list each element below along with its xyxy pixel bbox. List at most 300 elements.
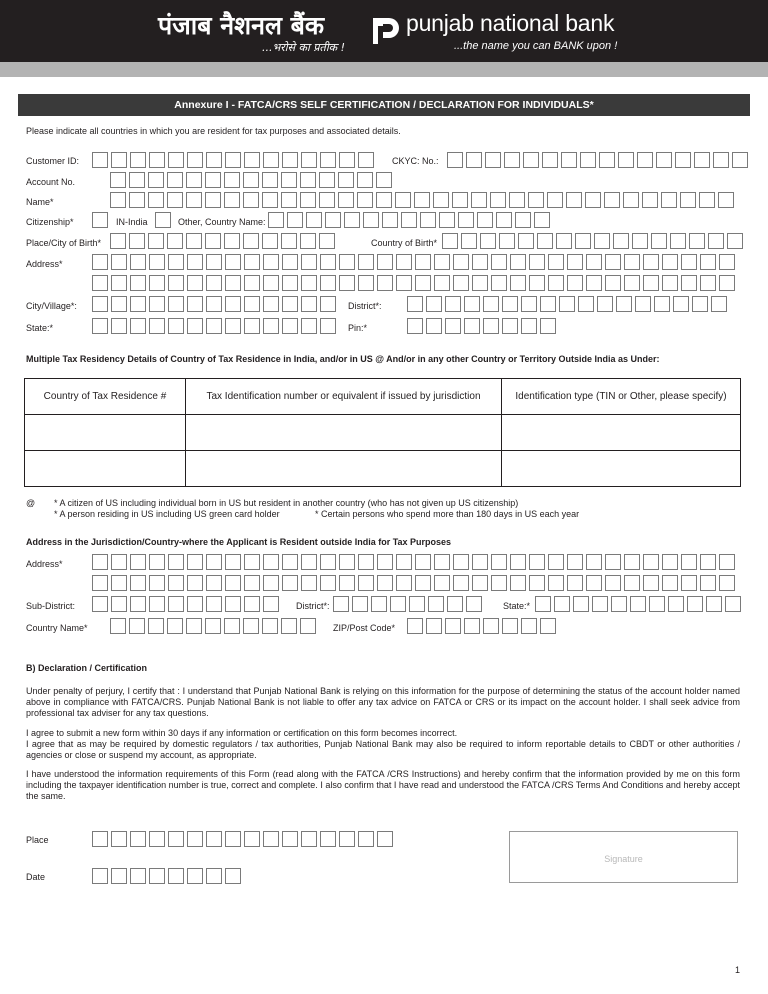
char-box[interactable] xyxy=(528,192,544,208)
char-box[interactable] xyxy=(624,275,640,291)
char-box[interactable] xyxy=(396,254,412,270)
char-box[interactable] xyxy=(224,233,240,249)
char-box[interactable] xyxy=(580,152,596,168)
char-box[interactable] xyxy=(92,152,108,168)
char-box[interactable] xyxy=(263,554,279,570)
char-box[interactable] xyxy=(110,172,126,188)
char-box[interactable] xyxy=(206,831,222,847)
char-box[interactable] xyxy=(675,152,691,168)
char-box[interactable] xyxy=(566,192,582,208)
char-box[interactable] xyxy=(428,596,444,612)
char-box[interactable] xyxy=(434,275,450,291)
char-box[interactable] xyxy=(111,596,127,612)
char-box[interactable] xyxy=(263,275,279,291)
char-box[interactable] xyxy=(415,275,431,291)
char-box[interactable] xyxy=(168,296,184,312)
char-box[interactable] xyxy=(282,275,298,291)
char-box[interactable] xyxy=(662,575,678,591)
char-box[interactable] xyxy=(130,254,146,270)
char-box[interactable] xyxy=(599,152,615,168)
char-box[interactable] xyxy=(358,554,374,570)
char-box[interactable] xyxy=(282,554,298,570)
char-box[interactable] xyxy=(301,275,317,291)
char-box[interactable] xyxy=(111,831,127,847)
char-box[interactable] xyxy=(168,596,184,612)
char-box[interactable] xyxy=(149,275,165,291)
char-box[interactable] xyxy=(491,254,507,270)
char-box[interactable] xyxy=(586,275,602,291)
char-box[interactable] xyxy=(453,254,469,270)
char-box[interactable] xyxy=(149,254,165,270)
char-box[interactable] xyxy=(243,192,259,208)
place-of-birth-boxes[interactable] xyxy=(110,233,335,249)
char-box[interactable] xyxy=(616,296,632,312)
char-box[interactable] xyxy=(168,152,184,168)
char-box[interactable] xyxy=(661,192,677,208)
char-box[interactable] xyxy=(263,318,279,334)
char-box[interactable] xyxy=(224,172,240,188)
char-box[interactable] xyxy=(434,575,450,591)
char-box[interactable] xyxy=(611,596,627,612)
char-box[interactable] xyxy=(521,618,537,634)
char-box[interactable] xyxy=(148,618,164,634)
char-box[interactable] xyxy=(613,233,629,249)
char-box[interactable] xyxy=(110,618,126,634)
char-box[interactable] xyxy=(206,275,222,291)
char-box[interactable] xyxy=(281,172,297,188)
char-box[interactable] xyxy=(376,192,392,208)
char-box[interactable] xyxy=(426,318,442,334)
char-box[interactable] xyxy=(649,596,665,612)
char-box[interactable] xyxy=(496,212,512,228)
city-village-boxes[interactable] xyxy=(92,296,336,312)
char-box[interactable] xyxy=(681,575,697,591)
char-box[interactable] xyxy=(632,233,648,249)
char-box[interactable] xyxy=(168,554,184,570)
char-box[interactable] xyxy=(301,831,317,847)
char-box[interactable] xyxy=(92,831,108,847)
char-box[interactable] xyxy=(129,172,145,188)
char-box[interactable] xyxy=(480,233,496,249)
char-box[interactable] xyxy=(244,554,260,570)
char-box[interactable] xyxy=(687,596,703,612)
char-box[interactable] xyxy=(206,575,222,591)
customer-id-boxes[interactable] xyxy=(92,152,374,168)
char-box[interactable] xyxy=(458,212,474,228)
char-box[interactable] xyxy=(415,254,431,270)
in-india-checkbox[interactable] xyxy=(92,212,108,228)
char-box[interactable] xyxy=(263,575,279,591)
char-box[interactable] xyxy=(548,554,564,570)
char-box[interactable] xyxy=(656,152,672,168)
char-box[interactable] xyxy=(396,554,412,570)
char-box[interactable] xyxy=(662,275,678,291)
char-box[interactable] xyxy=(502,318,518,334)
char-box[interactable] xyxy=(466,152,482,168)
char-box[interactable] xyxy=(445,318,461,334)
char-box[interactable] xyxy=(320,275,336,291)
char-box[interactable] xyxy=(186,192,202,208)
char-box[interactable] xyxy=(680,192,696,208)
char-box[interactable] xyxy=(111,554,127,570)
char-box[interactable] xyxy=(149,318,165,334)
char-box[interactable] xyxy=(420,212,436,228)
char-box[interactable] xyxy=(483,296,499,312)
char-box[interactable] xyxy=(92,254,108,270)
char-box[interactable] xyxy=(643,554,659,570)
char-box[interactable] xyxy=(262,618,278,634)
char-box[interactable] xyxy=(168,275,184,291)
char-box[interactable] xyxy=(732,152,748,168)
char-box[interactable] xyxy=(149,596,165,612)
char-box[interactable] xyxy=(540,296,556,312)
char-box[interactable] xyxy=(491,554,507,570)
char-box[interactable] xyxy=(624,254,640,270)
char-box[interactable] xyxy=(509,192,525,208)
char-box[interactable] xyxy=(224,618,240,634)
foreign-address-line2-boxes[interactable] xyxy=(92,575,735,591)
char-box[interactable] xyxy=(567,254,583,270)
char-box[interactable] xyxy=(155,212,171,228)
char-box[interactable] xyxy=(148,192,164,208)
char-box[interactable] xyxy=(586,575,602,591)
char-box[interactable] xyxy=(130,275,146,291)
char-box[interactable] xyxy=(699,192,715,208)
state-boxes[interactable] xyxy=(92,318,336,334)
char-box[interactable] xyxy=(282,254,298,270)
char-box[interactable] xyxy=(243,618,259,634)
char-box[interactable] xyxy=(377,831,393,847)
char-box[interactable] xyxy=(442,233,458,249)
char-box[interactable] xyxy=(168,254,184,270)
char-box[interactable] xyxy=(263,152,279,168)
char-box[interactable] xyxy=(325,212,341,228)
char-box[interactable] xyxy=(301,296,317,312)
char-box[interactable] xyxy=(534,212,550,228)
char-box[interactable] xyxy=(319,233,335,249)
char-box[interactable] xyxy=(604,192,620,208)
char-box[interactable] xyxy=(168,868,184,884)
table-cell-country[interactable] xyxy=(25,415,186,451)
district-boxes[interactable] xyxy=(407,296,727,312)
char-box[interactable] xyxy=(268,212,284,228)
char-box[interactable] xyxy=(111,275,127,291)
char-box[interactable] xyxy=(510,254,526,270)
char-box[interactable] xyxy=(718,192,734,208)
char-box[interactable] xyxy=(371,596,387,612)
char-box[interactable] xyxy=(529,275,545,291)
char-box[interactable] xyxy=(681,254,697,270)
char-box[interactable] xyxy=(542,152,558,168)
char-box[interactable] xyxy=(205,233,221,249)
char-box[interactable] xyxy=(339,275,355,291)
char-box[interactable] xyxy=(472,554,488,570)
char-box[interactable] xyxy=(186,172,202,188)
char-box[interactable] xyxy=(263,831,279,847)
char-box[interactable] xyxy=(111,254,127,270)
char-box[interactable] xyxy=(187,575,203,591)
char-box[interactable] xyxy=(111,152,127,168)
char-box[interactable] xyxy=(377,575,393,591)
foreign-district-boxes[interactable] xyxy=(333,596,482,612)
char-box[interactable] xyxy=(225,831,241,847)
char-box[interactable] xyxy=(225,575,241,591)
char-box[interactable] xyxy=(168,318,184,334)
char-box[interactable] xyxy=(643,275,659,291)
char-box[interactable] xyxy=(244,831,260,847)
char-box[interactable] xyxy=(225,254,241,270)
char-box[interactable] xyxy=(485,152,501,168)
char-box[interactable] xyxy=(439,212,455,228)
char-box[interactable] xyxy=(205,192,221,208)
char-box[interactable] xyxy=(719,254,735,270)
char-box[interactable] xyxy=(651,233,667,249)
char-box[interactable] xyxy=(711,296,727,312)
char-box[interactable] xyxy=(187,254,203,270)
account-no-boxes[interactable] xyxy=(110,172,392,188)
char-box[interactable] xyxy=(130,152,146,168)
char-box[interactable] xyxy=(320,575,336,591)
char-box[interactable] xyxy=(225,275,241,291)
char-box[interactable] xyxy=(719,275,735,291)
char-box[interactable] xyxy=(694,152,710,168)
char-box[interactable] xyxy=(130,868,146,884)
char-box[interactable] xyxy=(92,296,108,312)
char-box[interactable] xyxy=(358,831,374,847)
char-box[interactable] xyxy=(111,868,127,884)
char-box[interactable] xyxy=(301,575,317,591)
char-box[interactable] xyxy=(719,554,735,570)
char-box[interactable] xyxy=(263,296,279,312)
char-box[interactable] xyxy=(244,575,260,591)
char-box[interactable] xyxy=(594,233,610,249)
char-box[interactable] xyxy=(358,575,374,591)
char-box[interactable] xyxy=(187,596,203,612)
char-box[interactable] xyxy=(130,554,146,570)
char-box[interactable] xyxy=(504,152,520,168)
char-box[interactable] xyxy=(681,275,697,291)
char-box[interactable] xyxy=(186,233,202,249)
char-box[interactable] xyxy=(130,831,146,847)
char-box[interactable] xyxy=(447,152,463,168)
char-box[interactable] xyxy=(339,152,355,168)
table-cell-id-type[interactable] xyxy=(502,415,741,451)
char-box[interactable] xyxy=(407,318,423,334)
char-box[interactable] xyxy=(630,596,646,612)
char-box[interactable] xyxy=(338,172,354,188)
char-box[interactable] xyxy=(320,831,336,847)
char-box[interactable] xyxy=(407,296,423,312)
char-box[interactable] xyxy=(605,254,621,270)
char-box[interactable] xyxy=(300,233,316,249)
char-box[interactable] xyxy=(187,554,203,570)
char-box[interactable] xyxy=(376,172,392,188)
char-box[interactable] xyxy=(282,152,298,168)
char-box[interactable] xyxy=(510,554,526,570)
char-box[interactable] xyxy=(244,296,260,312)
char-box[interactable] xyxy=(206,254,222,270)
char-box[interactable] xyxy=(301,554,317,570)
char-box[interactable] xyxy=(472,254,488,270)
char-box[interactable] xyxy=(187,296,203,312)
char-box[interactable] xyxy=(205,618,221,634)
char-box[interactable] xyxy=(377,254,393,270)
char-box[interactable] xyxy=(281,618,297,634)
char-box[interactable] xyxy=(110,233,126,249)
ckyc-boxes[interactable] xyxy=(447,152,748,168)
char-box[interactable] xyxy=(673,296,689,312)
char-box[interactable] xyxy=(111,296,127,312)
char-box[interactable] xyxy=(281,192,297,208)
char-box[interactable] xyxy=(244,152,260,168)
char-box[interactable] xyxy=(499,233,515,249)
char-box[interactable] xyxy=(92,212,108,228)
char-box[interactable] xyxy=(618,152,634,168)
char-box[interactable] xyxy=(320,152,336,168)
char-box[interactable] xyxy=(206,318,222,334)
char-box[interactable] xyxy=(535,596,551,612)
char-box[interactable] xyxy=(700,254,716,270)
char-box[interactable] xyxy=(426,296,442,312)
char-box[interactable] xyxy=(605,554,621,570)
char-box[interactable] xyxy=(700,575,716,591)
char-box[interactable] xyxy=(452,192,468,208)
char-box[interactable] xyxy=(529,554,545,570)
char-box[interactable] xyxy=(471,192,487,208)
char-box[interactable] xyxy=(92,868,108,884)
char-box[interactable] xyxy=(187,275,203,291)
char-box[interactable] xyxy=(681,554,697,570)
char-box[interactable] xyxy=(243,172,259,188)
char-box[interactable] xyxy=(187,868,203,884)
char-box[interactable] xyxy=(472,275,488,291)
char-box[interactable] xyxy=(700,275,716,291)
char-box[interactable] xyxy=(149,152,165,168)
char-box[interactable] xyxy=(263,254,279,270)
char-box[interactable] xyxy=(339,554,355,570)
char-box[interactable] xyxy=(409,596,425,612)
char-box[interactable] xyxy=(129,233,145,249)
char-box[interactable] xyxy=(149,831,165,847)
char-box[interactable] xyxy=(206,296,222,312)
char-box[interactable] xyxy=(575,233,591,249)
char-box[interactable] xyxy=(643,254,659,270)
address-line1-boxes[interactable] xyxy=(92,254,735,270)
char-box[interactable] xyxy=(149,296,165,312)
char-box[interactable] xyxy=(483,318,499,334)
pin-boxes[interactable] xyxy=(407,318,556,334)
char-box[interactable] xyxy=(637,152,653,168)
date-boxes[interactable] xyxy=(92,868,241,884)
char-box[interactable] xyxy=(301,254,317,270)
char-box[interactable] xyxy=(339,831,355,847)
char-box[interactable] xyxy=(206,868,222,884)
char-box[interactable] xyxy=(306,212,322,228)
char-box[interactable] xyxy=(320,318,336,334)
char-box[interactable] xyxy=(363,212,379,228)
char-box[interactable] xyxy=(445,296,461,312)
char-box[interactable] xyxy=(464,318,480,334)
char-box[interactable] xyxy=(396,575,412,591)
char-box[interactable] xyxy=(407,618,423,634)
char-box[interactable] xyxy=(130,575,146,591)
country-of-birth-boxes[interactable] xyxy=(442,233,743,249)
char-box[interactable] xyxy=(262,233,278,249)
char-box[interactable] xyxy=(282,318,298,334)
char-box[interactable] xyxy=(344,212,360,228)
char-box[interactable] xyxy=(624,554,640,570)
char-box[interactable] xyxy=(415,575,431,591)
char-box[interactable] xyxy=(529,254,545,270)
char-box[interactable] xyxy=(491,275,507,291)
char-box[interactable] xyxy=(206,554,222,570)
other-country-checkbox[interactable] xyxy=(155,212,171,228)
char-box[interactable] xyxy=(205,172,221,188)
char-box[interactable] xyxy=(243,233,259,249)
char-box[interactable] xyxy=(453,554,469,570)
char-box[interactable] xyxy=(445,618,461,634)
char-box[interactable] xyxy=(390,596,406,612)
table-cell-tin[interactable] xyxy=(186,415,502,451)
char-box[interactable] xyxy=(377,554,393,570)
char-box[interactable] xyxy=(692,296,708,312)
char-box[interactable] xyxy=(167,192,183,208)
char-box[interactable] xyxy=(352,596,368,612)
char-box[interactable] xyxy=(287,212,303,228)
char-box[interactable] xyxy=(129,618,145,634)
char-box[interactable] xyxy=(319,172,335,188)
char-box[interactable] xyxy=(333,596,349,612)
char-box[interactable] xyxy=(477,212,493,228)
char-box[interactable] xyxy=(168,575,184,591)
char-box[interactable] xyxy=(339,254,355,270)
char-box[interactable] xyxy=(225,554,241,570)
char-box[interactable] xyxy=(225,152,241,168)
address-line2-boxes[interactable] xyxy=(92,275,735,291)
zip-boxes[interactable] xyxy=(407,618,556,634)
char-box[interactable] xyxy=(518,233,534,249)
char-box[interactable] xyxy=(502,618,518,634)
char-box[interactable] xyxy=(338,192,354,208)
char-box[interactable] xyxy=(547,192,563,208)
char-box[interactable] xyxy=(415,554,431,570)
char-box[interactable] xyxy=(464,296,480,312)
char-box[interactable] xyxy=(510,575,526,591)
char-box[interactable] xyxy=(186,618,202,634)
char-box[interactable] xyxy=(668,596,684,612)
char-box[interactable] xyxy=(510,275,526,291)
char-box[interactable] xyxy=(548,275,564,291)
char-box[interactable] xyxy=(401,212,417,228)
name-boxes[interactable] xyxy=(110,192,734,208)
char-box[interactable] xyxy=(382,212,398,228)
char-box[interactable] xyxy=(263,596,279,612)
char-box[interactable] xyxy=(262,192,278,208)
char-box[interactable] xyxy=(502,296,518,312)
char-box[interactable] xyxy=(635,296,651,312)
char-box[interactable] xyxy=(149,554,165,570)
char-box[interactable] xyxy=(567,275,583,291)
char-box[interactable] xyxy=(281,233,297,249)
char-box[interactable] xyxy=(187,831,203,847)
char-box[interactable] xyxy=(110,192,126,208)
char-box[interactable] xyxy=(643,575,659,591)
foreign-state-boxes[interactable] xyxy=(535,596,741,612)
char-box[interactable] xyxy=(301,318,317,334)
char-box[interactable] xyxy=(320,554,336,570)
char-box[interactable] xyxy=(466,596,482,612)
char-box[interactable] xyxy=(670,233,686,249)
